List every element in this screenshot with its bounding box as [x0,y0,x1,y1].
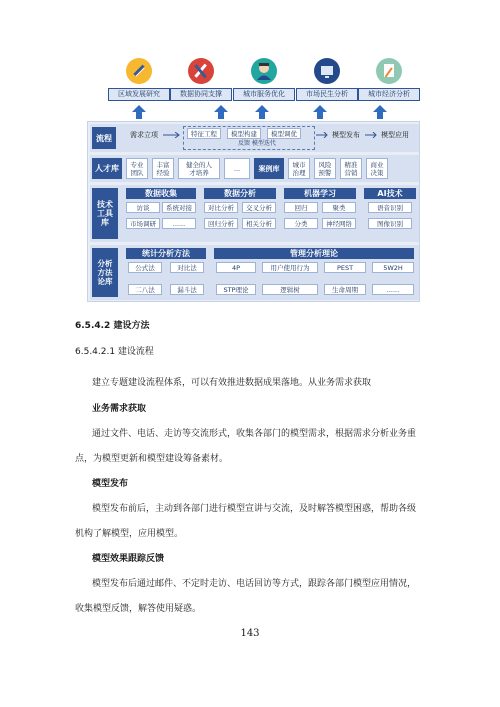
tech-label: 技术工具库 [92,188,118,239]
body-paragraph: 模型发布后通过邮件、不定时走访、电话回访等方式，跟踪各部门模型应用情况， [92,579,417,589]
talent-band [90,155,419,182]
talent-item: ... [224,158,250,179]
arrow-up-icon [132,105,146,119]
process-label: 流程 [92,127,116,149]
mgmt-theory-item: ...... [372,284,414,295]
top-item-5 [358,58,420,101]
body-paragraph: 收集模型反馈，解答使用疑惑。 [75,604,202,614]
mgmt-theory-item: 5W2H [372,262,414,273]
tech-group-title: AI技术 [364,188,416,199]
arrow-up-icon [373,105,387,119]
tech-group-title: 数据分析 [204,188,276,199]
tools-icon [188,58,214,84]
section-heading: 6.5.4.2 建设方法 [75,321,150,331]
tech-item: 图像识别 [368,218,412,229]
mgmt-theory-item: PEST [324,262,366,273]
body-paragraph: 点，为模型更新和模型建设筹备素材。 [75,454,229,464]
case-item: 风险预警 [314,158,336,179]
tech-band [90,185,419,242]
arrow-up-icon [313,105,327,119]
top-item-label: 数据协同支撑 [170,88,232,101]
monitor-icon [314,58,340,84]
pencil-ruler-icon [126,58,152,84]
tech-item: 语音识别 [368,202,412,213]
tech-item: 访谈 [126,202,160,213]
process-step: 模型构建 [227,128,261,139]
tech-item: 系统对接 [162,202,196,213]
tech-group-title: 机器学习 [284,188,356,199]
tech-item: 聚类 [322,202,356,213]
stat-method-item: 对比法 [170,262,204,273]
top-item-1 [108,58,170,101]
platform-diagram [87,121,420,302]
tech-item: 回归 [284,202,318,213]
top-item-label: 区域发展研究 [108,88,170,101]
talent-item: 健全的人才培养 [178,158,220,179]
process-step: 模型应用 [381,131,409,139]
top-item-label: 城市经济分析 [358,88,420,101]
subsection-heading [75,346,154,358]
top-item-2 [170,58,232,101]
top-item-4 [296,58,358,101]
paragraph-heading: 业务需求获取 [92,404,147,414]
tech-item: 对比分析 [204,202,238,213]
top-item-label: 市场民生分析 [296,88,358,101]
process-step: 需求立项 [130,131,158,139]
process-step: 特征工程 [187,128,221,139]
tech-item: 回归分析 [204,218,238,229]
tech-item: ...... [162,218,196,229]
mgmt-theory-item: 4P [216,262,256,273]
mgmt-theory-title: 管理分析理论 [214,248,414,259]
arrow-right-icon [365,132,379,138]
arrow-up-icon [255,105,269,119]
tech-item: 分类 [284,218,318,229]
page-number: 143 [240,628,260,639]
methods-label: 分析方法论库 [92,248,118,297]
case-item: 商业决策 [366,158,388,179]
mgmt-theory-item: 逻辑树 [262,284,318,295]
arrow-right-icon [316,132,330,138]
mgmt-theory-item: 生命周期 [324,284,366,295]
case-item: 城市治理 [288,158,310,179]
top-item-label: 城市服务优化 [233,88,295,101]
methods-band [90,245,419,300]
process-feedback: 反馈 模型迭代 [238,140,276,147]
body-paragraph: 建立专题建设流程体系，可以有效推进数据成果落地。从业务需求获取 [92,378,372,388]
tech-item: 交叉分析 [242,202,276,213]
stat-method-item: 公式法 [128,262,162,273]
stat-method-title: 统计分析方法 [126,248,206,259]
tech-item: 神经网络 [322,218,356,229]
process-step: 模型发布 [332,131,360,139]
arrow-up-icon [214,105,228,119]
tech-item: 市场调研 [126,218,160,229]
mgmt-theory-item: 用户使用行为 [262,262,318,273]
case-item: 精准营销 [340,158,362,179]
tech-item: 相关分析 [242,218,276,229]
mgmt-theory-item: STP理论 [216,284,256,295]
case-label: 案例库 [254,158,284,179]
talent-label: 人才库 [92,158,122,179]
body-paragraph: 机构了解模型，应用模型。 [75,529,184,539]
document-pencil-icon [376,58,402,84]
paragraph-heading: 模型发布 [92,479,129,489]
talent-item: 专业团队 [126,158,148,179]
arrow-right-icon [163,132,183,138]
stat-method-item: 漏斗法 [170,284,204,295]
talent-item: 丰富经验 [152,158,174,179]
top-item-3 [233,58,295,101]
body-paragraph: 通过文件、电话、走访等交流形式，收集各部门的模型需求，根据需求分析业务重 [92,429,417,439]
paragraph-heading: 模型效果跟踪反馈 [92,554,165,564]
person-icon [251,58,277,84]
process-step: 模型调优 [267,128,301,139]
process-band [90,124,419,152]
body-paragraph: 模型发布前后，主动到各部门进行模型宣讲与交流，及时解答模型困惑，帮助各级 [92,504,417,514]
tech-group-title: 数据收集 [126,188,196,199]
subsection-heading-text: 6.5.4.2.1 建设流程 [75,347,154,357]
stat-method-item: 二八法 [128,284,162,295]
